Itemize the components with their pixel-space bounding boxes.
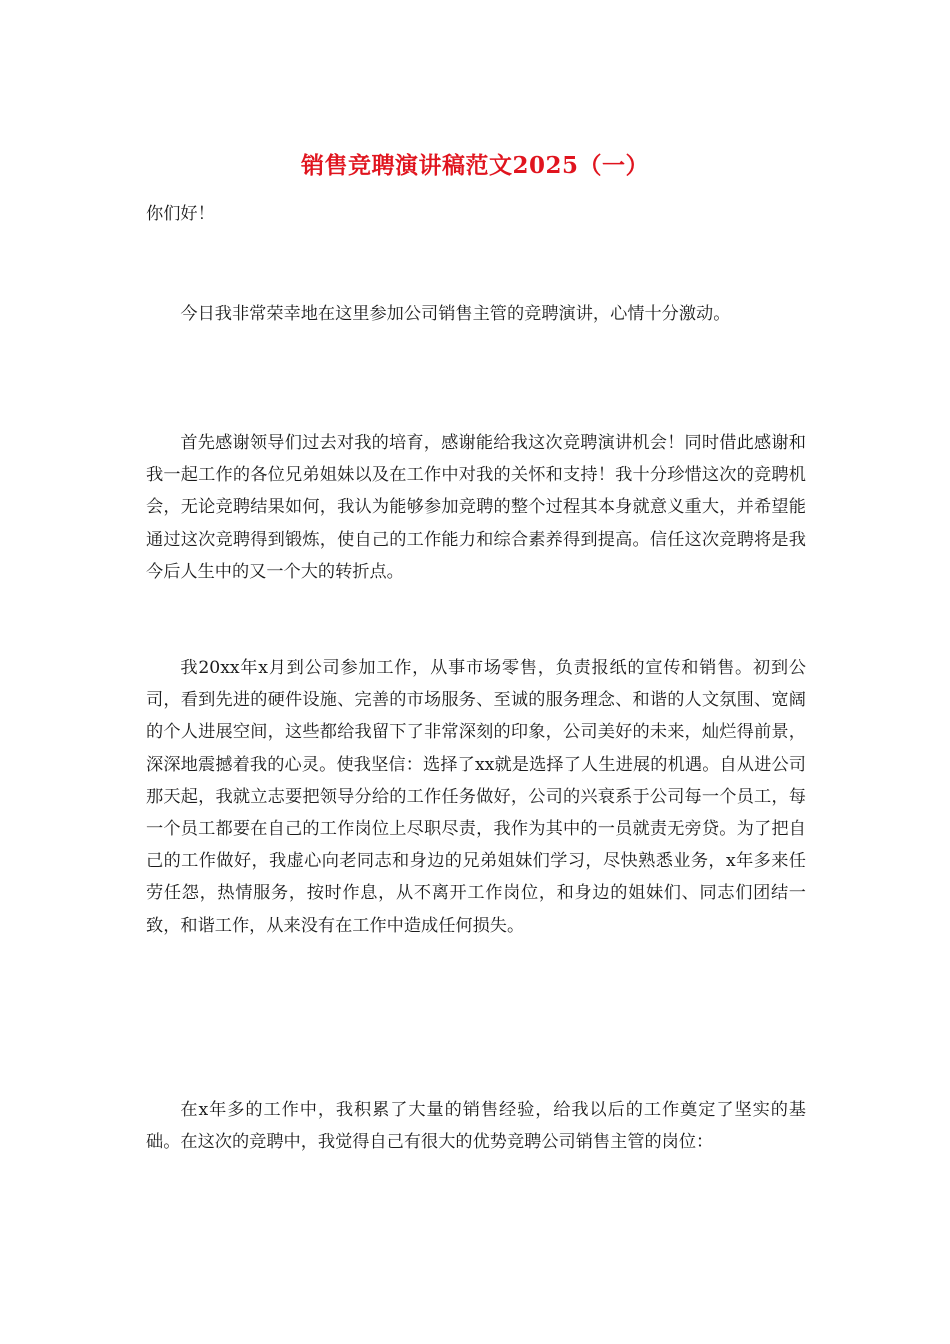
paragraph-2: 首先感谢领导们过去对我的培育，感谢能给我这次竞聘演讲机会！同时借此感谢和我一起工作的各位兄弟姐妹以及在工作中对我的关怀和支持！我十分珍惜这次的竞聘机会，无论竞聘结果如何，我认为能够参加竞聘的整个过程其本身就意义重大，并希望能通过这次竞聘得到锻炼，使自己的工作能力和综合素养得到提高。信任这次竞聘将是我今后人生中的又一个大的转折点。 <box>146 433 806 582</box>
paragraph-1: 今日我非常荣幸地在这里参加公司销售主管的竞聘演讲，心情十分激动。 <box>180 304 731 324</box>
paragraph-4: 在x年多的工作中，我积累了大量的销售经验，给我以后的工作奠定了坚实的基础。在这次的竞聘中，我觉得自己有很大的优势竞聘公司销售主管的岗位： <box>146 1100 806 1153</box>
document-title: 销售竞聘演讲稿范文2025（一） <box>300 152 649 179</box>
paragraph-3: 我20xx年x月到公司参加工作，从事市场零售，负责报纸的宣传和销售。初到公司，看到先进的硬件设施、完善的市场服务、至诚的服务理念、和谐的人文氛围、宽阔的个人进展空间，这些都给我留下了非常深刻的印象，公司美好的未来，灿烂得前景，深深地震撼着我的心灵。使我坚信：选择了xx就是选择了人生进展的机遇。自从进公司那天起，我就立志要把领导分给的工作任务做好，公司的兴衰系于公司每一个员工，每一个员工都要在自己的工作岗位上尽职尽责，我作为其中的一员就责无旁贷。为了把自己的工作做好，我虚心向老同志和身边的兄弟姐妹们学习，尽快熟悉业务，x年多来任劳任怨，热情服务，按时作息，从不离开工作岗位，和身边的姐妹们、同志们团结一致，和谐工作，从来没有在工作中造成任何损失。 <box>146 658 806 936</box>
greeting: 你们好！ <box>146 204 215 224</box>
